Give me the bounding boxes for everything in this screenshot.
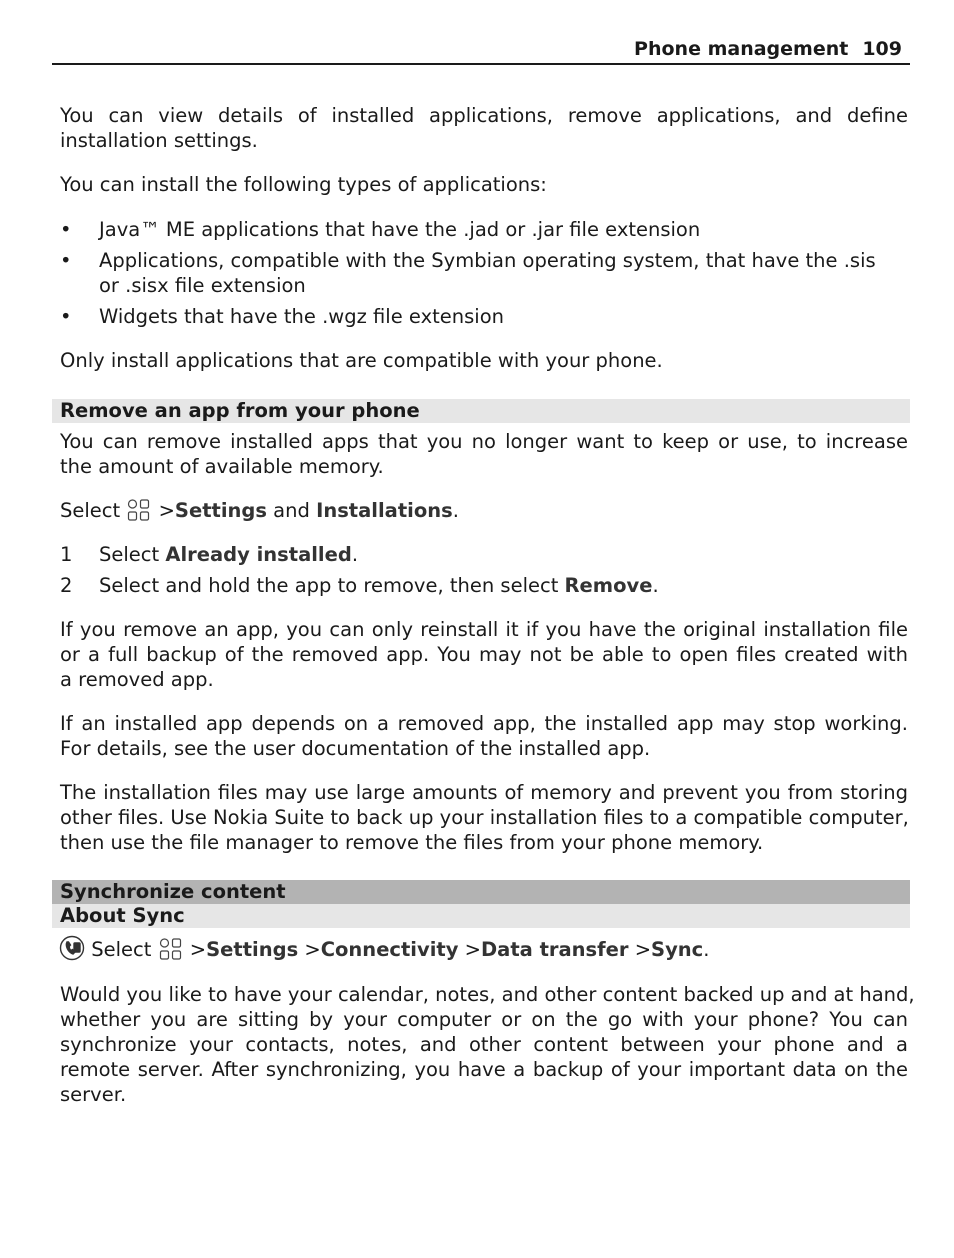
page-number: 109 <box>862 38 902 60</box>
types-intro: You can install the following types of applications: <box>60 173 547 196</box>
bullet-item-widgets: Widgets that have the .wgz file extension <box>99 305 504 328</box>
bullet-marker: • <box>60 218 72 241</box>
dependency-paragraph: If an installed app depends on a removed app, the installed app may stop working. For details, see the user documentation of the installed app. <box>60 712 908 760</box>
settings-label: Settings <box>174 499 267 522</box>
reinstall-paragraph: If you remove an app, you can only reinstall it if you have the original installation file or a full backup of the removed app. You may not be able to open files created with a removed app. <box>60 618 908 691</box>
bullet-marker: • <box>60 305 72 328</box>
section-heading-remove-app: Remove an app from your phone <box>52 399 910 423</box>
remove-path: Select >Settings and Installations. <box>60 498 908 528</box>
app-menu-icon <box>158 937 184 967</box>
phone-feature-icon <box>59 935 85 967</box>
settings-label: Settings <box>206 938 299 961</box>
sync-description: Would you like to have your calendar, notes, and other content backed up and at hand, whether you are sitting by your computer or on the go with your phone? You can synchronize your contacts, notes, and other content between your phone and a remote server. After synchronizing, you have a backup of your important data on the server. <box>60 983 915 1106</box>
compat-note: Only install applications that are compatible with your phone. <box>60 349 663 372</box>
step-number: 2 <box>60 574 73 597</box>
memory-paragraph: The installation files may use large amounts of memory and prevent you from storing other files. Use Nokia Suite to back up your installation files to a compatible computer, then use the file manager to remove the files from your phone memory. <box>60 781 909 854</box>
connectivity-label: Connectivity <box>320 938 459 961</box>
running-header <box>52 36 910 65</box>
bullet-item-symbian: Applications, compatible with the Symbian operating system, that have the .sis or .sisx file extension <box>99 249 876 297</box>
app-menu-icon <box>126 498 152 528</box>
intro-paragraph: You can view details of installed applications, remove applications, and define installation settings. <box>60 104 908 152</box>
bullet-marker: • <box>60 249 72 272</box>
sync-label: Sync <box>651 938 704 961</box>
subsection-heading-about-sync: About Sync <box>52 904 910 928</box>
step-item-already-installed: Select Already installed. <box>99 543 359 566</box>
step-item-remove: Select and hold the app to remove, then select Remove. <box>99 574 659 597</box>
step-number: 1 <box>60 543 73 566</box>
bullet-item-java: Java™ ME applications that have the .jad or .jar file extension <box>99 218 701 241</box>
section-heading-synchronize: Synchronize content <box>52 880 910 904</box>
data-transfer-label: Data transfer <box>480 938 629 961</box>
section-title: Phone management <box>634 38 849 60</box>
sync-path: Select >Settings >Connectivity >Data transfer >Sync. <box>59 935 907 967</box>
installations-label: Installations <box>316 499 453 522</box>
remove-description: You can remove installed apps that you no longer want to keep or use, to increase the amount of available memory. <box>60 430 908 478</box>
